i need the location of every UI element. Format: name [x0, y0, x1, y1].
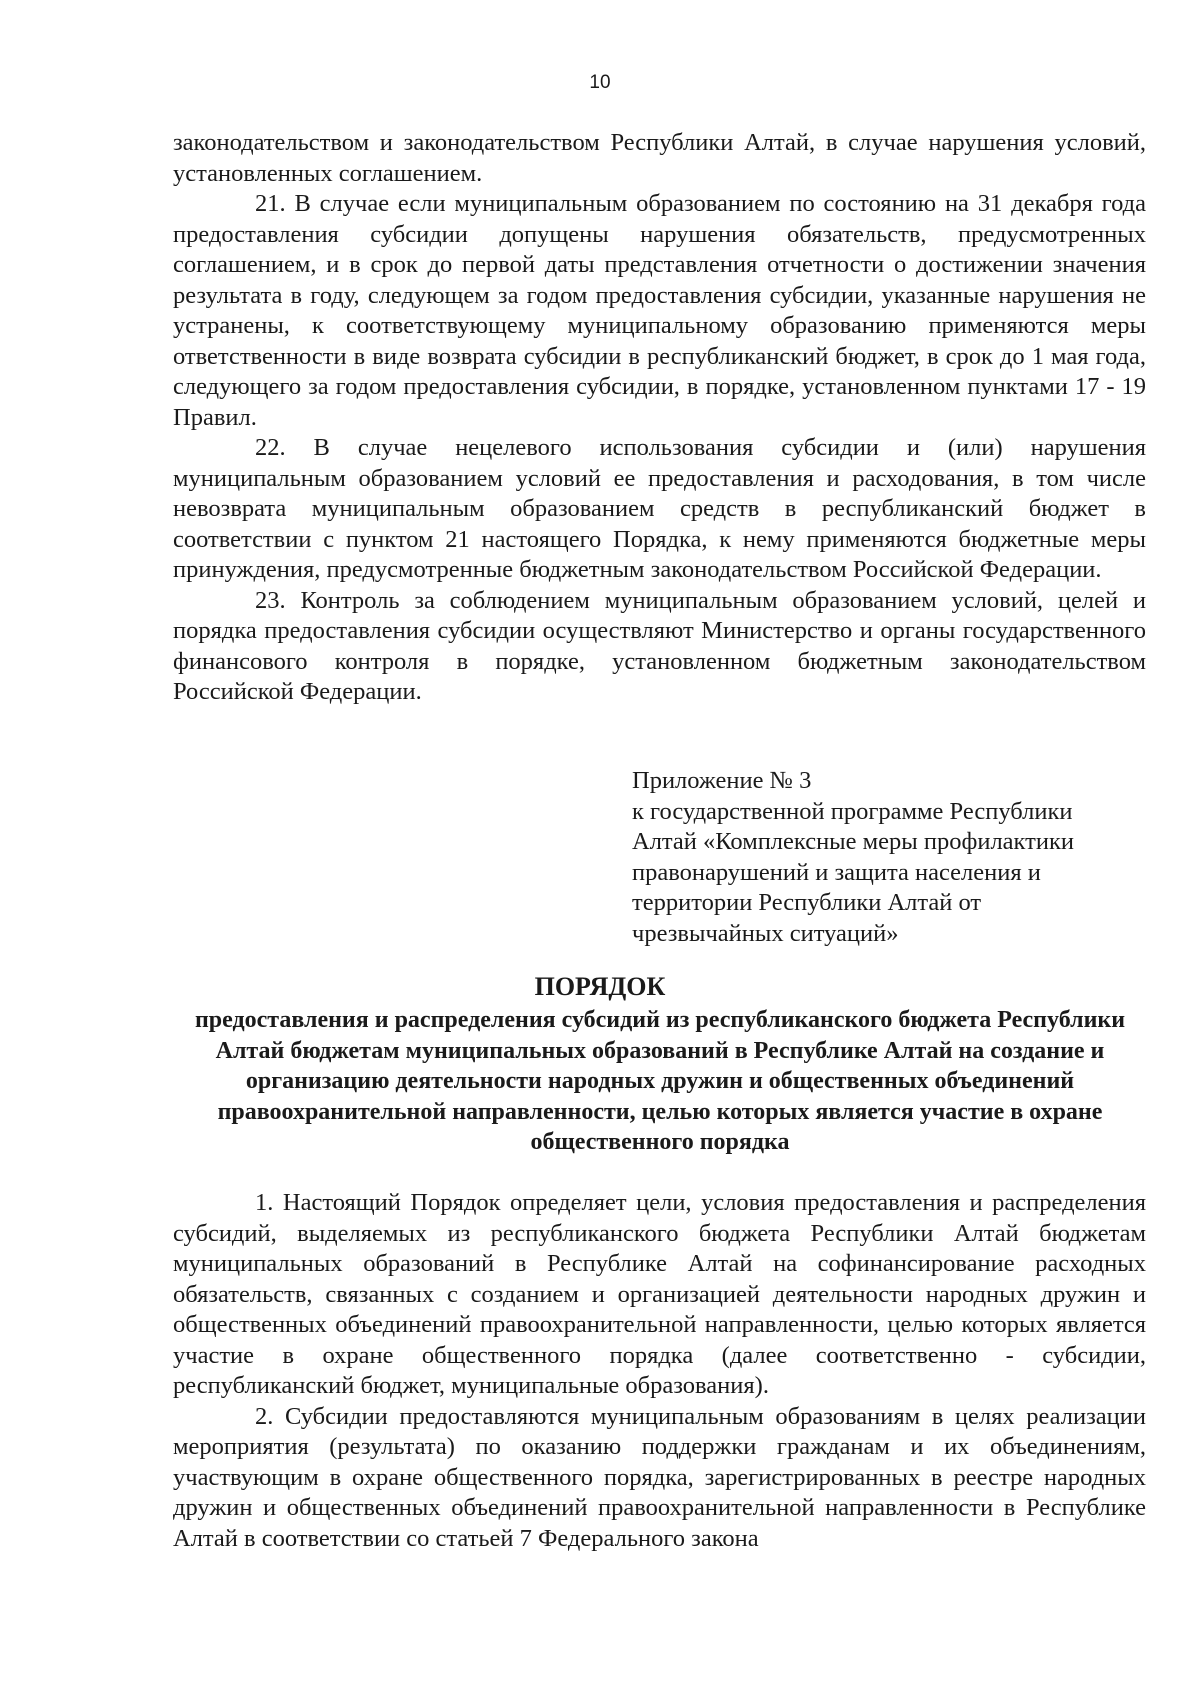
appendix-line: правонарушений и защита населения и	[632, 858, 1041, 886]
paragraph-21: 21. В случае если муниципальным образованием по состоянию на 31 декабря года предоставления субсидии допущены нарушения обязательств, предусмотренных соглашением, и в срок до первой даты представления отчетности о достижении значения результата в году, следующем за годом предоставления субсидии, указанные нарушения не устранены, к соответствующему муниципальному образованию применяются меры ответственности в виде возврата субсидии в республиканский бюджет, в срок до 1 мая года, следующего за годом предоставления субсидии, в порядке, установленном пунктами 17 - 19 Правил.	[173, 190, 1146, 431]
appendix-line: территории Республики Алтай от	[632, 889, 982, 916]
appendix-line: чрезвычайных ситуаций»	[632, 919, 899, 947]
appendix-line: к государственной программе Республики	[632, 797, 1073, 825]
subtitle-line: правоохранительной направленности, целью которых является участие в охране	[217, 1098, 1103, 1125]
appendix-line: Приложение № 3	[632, 767, 812, 794]
subtitle-line: общественного порядка	[530, 1129, 790, 1155]
document-title: ПОРЯДОК	[534, 972, 666, 1001]
bottom-text-block	[173, 1188, 1146, 1554]
top-text-block	[173, 128, 1146, 708]
subtitle-line: предоставления и распределения субсидий из республиканского бюджета Республики	[194, 1007, 1126, 1033]
page-number: 10	[589, 72, 611, 93]
paragraph-continuation: законодательством и законодательством Республики Алтай, в случае нарушения условий, установленных соглашением.	[173, 129, 1146, 187]
paragraph-1: 1. Настоящий Порядок определяет цели, условия предоставления и распределения субсидий, выделяемых из республиканского бюджета Республики Алтай бюджетам муниципальных образований в Республике Алтай на софинансирование расходных обязательств, связанных с созданием и организацией деятельности народных дружин и общественных объединений правоохранительной направленности, целью которых является участие в охране общественного порядка (далее соответственно - субсидии, республиканский бюджет, муниципальные образования).	[173, 1189, 1146, 1399]
document-subtitle	[160, 1005, 1160, 1158]
paragraph-2: 2. Субсидии предоставляются муниципальным образованиям в целях реализации мероприятия (результата) по оказанию поддержки гражданам и их объединениям, участвующим в охране общественного порядка, зарегистрированных в реестре народных дружин и общественных объединений правоохранительной направленности в Республике Алтай в соответствии со статьей 7 Федерального закона	[173, 1402, 1146, 1552]
paragraph-22: 22. В случае нецелевого использования субсидии и (или) нарушения муниципальным образованием условий ее предоставления и расходования, в том числе невозврата муниципальным образованием средств в республиканский бюджет в соответствии с пунктом 21 настоящего Порядка, к нему применяются бюджетные меры принуждения, предусмотренные бюджетным законодательством Российской Федерации.	[173, 434, 1146, 583]
appendix-header	[632, 766, 1152, 949]
subtitle-line: организацию деятельности народных дружин и общественных объединений	[245, 1068, 1075, 1094]
subtitle-line: Алтай бюджетам муниципальных образований в Республике Алтай на создание и	[215, 1037, 1105, 1064]
paragraph-23: 23. Контроль за соблюдением муниципальным образованием условий, целей и порядка предоставления субсидии осуществляют Министерство и органы государственного финансового контроля в порядке, установленном бюджетным законодательством Российской Федерации.	[173, 586, 1146, 705]
appendix-line: Алтай «Комплексные меры профилактики	[632, 828, 1074, 855]
